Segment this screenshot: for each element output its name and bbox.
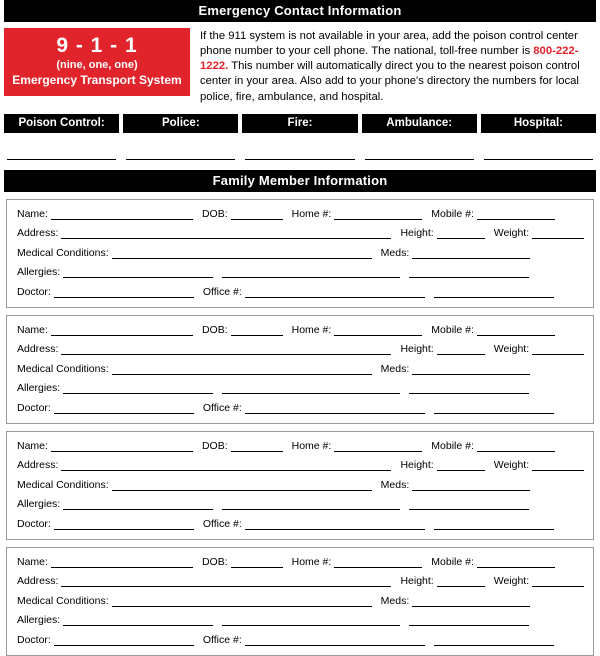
member-row-address	[17, 575, 585, 587]
member-row-address	[17, 227, 585, 239]
label-medical-conditions: Medical Conditions:	[17, 594, 109, 607]
input-dob[interactable]	[231, 208, 283, 220]
label-name: Name:	[17, 555, 48, 568]
input-name[interactable]	[51, 324, 193, 336]
input-allergies-2[interactable]	[222, 498, 400, 510]
label-office: Office #:	[202, 633, 242, 646]
label-weight: Weight:	[493, 575, 530, 588]
nine-one-one-digits: 9 - 1 - 1	[56, 34, 138, 57]
input-doctor[interactable]	[54, 518, 194, 530]
label-office: Office #:	[202, 401, 242, 414]
family-section-header: Family Member Information	[4, 170, 596, 192]
label-dob: DOB:	[201, 207, 228, 220]
input-poison-control[interactable]	[7, 141, 116, 160]
label-name: Name:	[17, 439, 48, 452]
input-office-extra[interactable]	[434, 402, 554, 414]
input-meds[interactable]	[412, 363, 530, 375]
input-name[interactable]	[51, 440, 193, 452]
label-height: Height:	[400, 459, 434, 472]
emergency-section-header: Emergency Contact Information	[4, 0, 596, 22]
input-mobile[interactable]	[477, 324, 555, 336]
label-office: Office #:	[202, 517, 242, 530]
input-allergies-1[interactable]	[63, 382, 213, 394]
input-name[interactable]	[51, 556, 193, 568]
input-mobile[interactable]	[477, 208, 555, 220]
paragraph-part-two: This number will automatically direct you to the nearest poison control center in your area. Also add to your phone's directory the numbers for local police, fire, ambulance, and hospital.	[200, 60, 580, 103]
member-row-name	[17, 556, 585, 568]
label-address: Address:	[17, 459, 59, 472]
family-member-card	[6, 315, 594, 424]
input-police[interactable]	[126, 141, 235, 160]
label-dob: DOB:	[201, 555, 228, 568]
label-mobile: Mobile #:	[431, 323, 474, 336]
input-name[interactable]	[51, 208, 193, 220]
member-row-medical	[17, 479, 585, 491]
member-row-doctor	[17, 634, 585, 646]
input-address[interactable]	[61, 227, 391, 239]
input-doctor[interactable]	[54, 286, 194, 298]
label-dob: DOB:	[201, 439, 228, 452]
label-home: Home #:	[291, 207, 332, 220]
input-hospital[interactable]	[484, 141, 593, 160]
emergency-paragraph	[190, 28, 596, 105]
label-home: Home #:	[291, 555, 332, 568]
member-row-name	[17, 324, 585, 336]
input-weight[interactable]	[532, 459, 584, 471]
nine-one-one-words: (nine, one, one)	[56, 59, 138, 72]
input-dob[interactable]	[231, 556, 283, 568]
label-height: Height:	[400, 227, 434, 240]
input-weight[interactable]	[532, 227, 584, 239]
label-address: Address:	[17, 227, 59, 240]
label-doctor: Doctor:	[17, 517, 51, 530]
label-medical-conditions: Medical Conditions:	[17, 362, 109, 375]
input-allergies-1[interactable]	[63, 498, 213, 510]
input-dob[interactable]	[231, 440, 283, 452]
label-weight: Weight:	[493, 459, 530, 472]
member-row-address	[17, 459, 585, 471]
label-mobile: Mobile #:	[431, 207, 474, 220]
input-office-extra[interactable]	[434, 634, 554, 646]
input-medical-conditions[interactable]	[112, 595, 372, 607]
input-office[interactable]	[245, 518, 425, 530]
nine-one-one-box	[4, 28, 190, 96]
label-meds: Meds:	[380, 594, 410, 607]
label-doctor: Doctor:	[17, 285, 51, 298]
member-row-medical	[17, 363, 585, 375]
input-fire[interactable]	[245, 141, 354, 160]
label-weight: Weight:	[493, 343, 530, 356]
label-mobile: Mobile #:	[431, 555, 474, 568]
family-member-card	[6, 431, 594, 540]
paragraph-part-one: If the 911 system is not available in your area, add the poison control center phone number to your cell phone. The national, toll-free number is	[200, 30, 578, 58]
input-meds[interactable]	[412, 479, 530, 491]
member-row-medical	[17, 247, 585, 259]
input-office[interactable]	[245, 634, 425, 646]
poison-control-number: 800-222-1222.	[200, 45, 579, 73]
label-ambulance: Ambulance:	[362, 114, 477, 133]
family-member-card	[6, 547, 594, 656]
input-height[interactable]	[437, 343, 485, 355]
emergency-transport-system-label: Emergency Transport System	[12, 73, 182, 88]
family-member-card	[6, 199, 594, 308]
member-row-doctor	[17, 286, 585, 298]
label-medical-conditions: Medical Conditions:	[17, 478, 109, 491]
input-address[interactable]	[61, 459, 391, 471]
label-allergies: Allergies:	[17, 266, 61, 279]
input-office[interactable]	[245, 402, 425, 414]
member-row-doctor	[17, 402, 585, 414]
label-medical-conditions: Medical Conditions:	[17, 246, 109, 259]
input-allergies-3[interactable]	[409, 498, 529, 510]
label-police: Police:	[123, 114, 238, 133]
label-name: Name:	[17, 323, 48, 336]
label-name: Name:	[17, 207, 48, 220]
input-weight[interactable]	[532, 575, 584, 587]
input-doctor[interactable]	[54, 402, 194, 414]
label-poison-control: Poison Control:	[4, 114, 119, 133]
label-meds: Meds:	[380, 478, 410, 491]
input-height[interactable]	[437, 227, 485, 239]
input-doctor[interactable]	[54, 634, 194, 646]
input-medical-conditions[interactable]	[112, 363, 372, 375]
input-home[interactable]	[334, 556, 422, 568]
label-allergies: Allergies:	[17, 614, 61, 627]
contact-label-bars	[4, 114, 596, 133]
input-allergies-2[interactable]	[222, 614, 400, 626]
input-address[interactable]	[61, 343, 391, 355]
member-row-allergies	[17, 614, 585, 626]
input-office-extra[interactable]	[434, 518, 554, 530]
input-height[interactable]	[437, 575, 485, 587]
label-address: Address:	[17, 575, 59, 588]
label-home: Home #:	[291, 323, 332, 336]
input-home[interactable]	[334, 440, 422, 452]
member-row-medical	[17, 595, 585, 607]
label-home: Home #:	[291, 439, 332, 452]
input-meds[interactable]	[412, 247, 530, 259]
label-allergies: Allergies:	[17, 382, 61, 395]
label-allergies: Allergies:	[17, 498, 61, 511]
input-office-extra[interactable]	[434, 286, 554, 298]
input-weight[interactable]	[532, 343, 584, 355]
member-row-name	[17, 440, 585, 452]
input-mobile[interactable]	[477, 556, 555, 568]
input-ambulance[interactable]	[365, 141, 474, 160]
input-allergies-2[interactable]	[222, 266, 400, 278]
label-height: Height:	[400, 575, 434, 588]
input-allergies-3[interactable]	[409, 382, 529, 394]
member-row-doctor	[17, 518, 585, 530]
input-height[interactable]	[437, 459, 485, 471]
input-allergies-2[interactable]	[222, 382, 400, 394]
input-address[interactable]	[61, 575, 391, 587]
member-row-allergies	[17, 382, 585, 394]
label-meds: Meds:	[380, 246, 410, 259]
label-office: Office #:	[202, 285, 242, 298]
input-allergies-1[interactable]	[63, 614, 213, 626]
input-allergies-3[interactable]	[409, 614, 529, 626]
emergency-info-row	[4, 28, 596, 105]
input-office[interactable]	[245, 286, 425, 298]
label-dob: DOB:	[201, 323, 228, 336]
member-row-address	[17, 343, 585, 355]
label-height: Height:	[400, 343, 434, 356]
label-meds: Meds:	[380, 362, 410, 375]
input-home[interactable]	[334, 208, 422, 220]
input-allergies-1[interactable]	[63, 266, 213, 278]
label-doctor: Doctor:	[17, 401, 51, 414]
input-allergies-3[interactable]	[409, 266, 529, 278]
label-mobile: Mobile #:	[431, 439, 474, 452]
label-doctor: Doctor:	[17, 633, 51, 646]
label-address: Address:	[17, 343, 59, 356]
input-medical-conditions[interactable]	[112, 479, 372, 491]
input-dob[interactable]	[231, 324, 283, 336]
label-weight: Weight:	[493, 227, 530, 240]
label-hospital: Hospital:	[481, 114, 596, 133]
input-medical-conditions[interactable]	[112, 247, 372, 259]
family-section	[0, 170, 600, 656]
label-fire: Fire:	[242, 114, 357, 133]
member-row-allergies	[17, 266, 585, 278]
input-home[interactable]	[334, 324, 422, 336]
member-row-allergies	[17, 498, 585, 510]
input-mobile[interactable]	[477, 440, 555, 452]
contact-write-in-lines	[4, 141, 596, 160]
member-row-name	[17, 208, 585, 220]
input-meds[interactable]	[412, 595, 530, 607]
